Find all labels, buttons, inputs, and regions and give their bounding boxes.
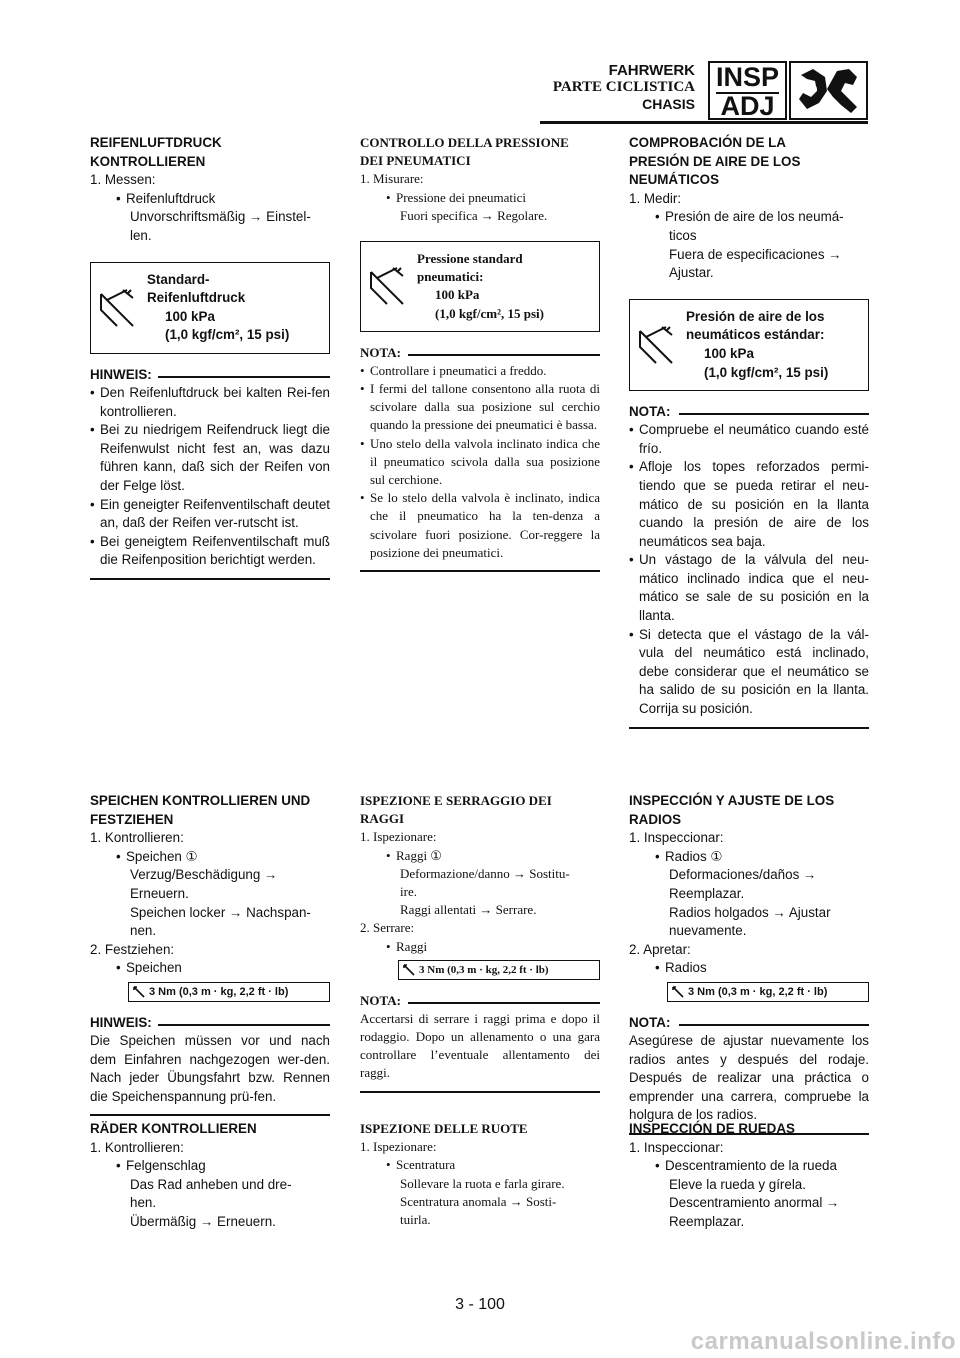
text: nuevamente. — [669, 923, 747, 939]
heading: INSPECCIÓN DE RUEDAS — [629, 1121, 795, 1136]
note-rule — [408, 1002, 600, 1004]
end-rule — [90, 1114, 330, 1116]
note-label: NOTA: — [360, 344, 401, 360]
bullet: • Radios — [629, 959, 869, 978]
bullet: • Felgenschlag — [90, 1157, 330, 1176]
text: Fuori specifica → Regolare. — [400, 207, 548, 223]
note-header — [90, 1014, 330, 1032]
step: 1. Kontrollieren: — [90, 830, 184, 846]
text: Erneuern. — [130, 885, 189, 901]
es-tire-pressure — [629, 134, 869, 729]
heading: RÄDER KONTROLLIEREN — [90, 1121, 257, 1136]
end-rule — [90, 578, 330, 580]
spec-icon — [367, 264, 407, 308]
text: hen. — [130, 1195, 157, 1211]
note-rule — [158, 1024, 330, 1026]
it-wheels — [360, 1120, 600, 1229]
heading: PRESIÓN DE AIRE DE LOS — [629, 153, 801, 169]
note-text: Accertarsi di serrare i raggi prima e dopo il rodaggio. Dopo un allenamento o una gara controllare l’eventuale allentamento dei raggi. — [360, 1010, 600, 1081]
heading: DEI PNEUMATICI — [360, 153, 471, 169]
note-bullet: • Den Reifenluftdruck bei kalten Rei-fen kontrollieren. — [90, 384, 330, 421]
torque-value: 3 Nm (0,3 m · kg, 2,2 ft · lb) — [688, 985, 828, 998]
note-bullet: • Uno stelo della valvola inclinato indica che il pneumatico scivola dalla sua posizione sul cerchione. — [360, 435, 600, 490]
note-label: HINWEIS: — [90, 366, 152, 382]
note-bullet: • I fermi del tallone consentono alla ruota di scivolare dalla sua posizione sul cerchio quando la pressione dei pneumatici è bassa. — [360, 380, 600, 435]
spec-value: 100 kPa — [165, 308, 215, 324]
note-bullet: • Se lo stelo della valvola è inclinato, indica che il pneumatico ha la ten-denza a scivolare fuori posizione. Cor-reggere la posizione dei pneumatici. — [360, 489, 600, 562]
section-header — [553, 62, 695, 113]
bullet: • Reifenluftdruck — [90, 190, 330, 209]
note-bullet: • Controllare i pneumatici a freddo. — [360, 362, 600, 380]
note-bullet: • Si detecta que el vástago de la vál-vula del neumático está inclinado, debe considerar que el neumático se ha salido de su posición en la llanta. Corrija su posición. — [629, 626, 869, 719]
note-rule — [408, 354, 600, 356]
end-rule — [360, 570, 600, 572]
text: len. — [130, 227, 152, 243]
note-header — [90, 366, 330, 384]
note-label: NOTA: — [629, 404, 671, 420]
text: Scentratura anomala → Sosti- — [400, 1193, 557, 1209]
spec-line: Pressione standard — [417, 251, 523, 267]
heading: COMPROBACIÓN DE LA — [629, 135, 786, 150]
torque-box — [398, 960, 600, 980]
note-header — [629, 403, 869, 421]
spec-box — [629, 299, 869, 391]
text: ticos — [669, 227, 697, 243]
header-it: PARTE CICLISTICA — [552, 79, 695, 95]
step: 1. Medir: — [629, 190, 682, 206]
watermark: carmanualsonline.info — [690, 1328, 956, 1355]
de-spokes — [90, 792, 330, 1116]
step: 1. Misurare: — [360, 171, 424, 187]
spec-line: Reifenluftdruck — [147, 290, 246, 306]
text: Verzug/Beschädigung → — [130, 867, 278, 883]
spec-line: Presión de aire de los — [686, 308, 825, 324]
text: ire. — [400, 884, 417, 900]
step: 2. Serrare: — [360, 920, 415, 936]
heading: CONTROLLO DELLA PRESSIONE — [360, 135, 569, 150]
text: Reemplazar. — [669, 1213, 745, 1229]
end-rule — [629, 727, 869, 729]
text: Reemplazar. — [669, 885, 745, 901]
note-rule — [679, 413, 869, 415]
heading: SPEICHEN KONTROLLIEREN UND — [90, 793, 311, 808]
header-es: CHASIS — [642, 96, 695, 112]
note-bullet: • Ein geneigter Reifenventilschaft deutet an, daß der Reifen ver-rutscht ist. — [90, 496, 330, 533]
note-bullet: • Un vástago de la válvula del neu-mático inclinado indica que el neu-mático se sale de su posición en la llanta. — [629, 551, 869, 625]
text: Deformazione/danno → Sostitu- — [400, 865, 570, 881]
spec-value: (1,0 kgf/cm², 15 psi) — [704, 364, 829, 380]
note-label: NOTA: — [360, 992, 401, 1008]
es-spokes — [629, 792, 869, 1135]
spec-icon — [636, 323, 676, 367]
bullet: • Pressione dei pneumatici — [360, 189, 600, 207]
torque-value: 3 Nm (0,3 m · kg, 2,2 ft · lb) — [149, 985, 289, 998]
end-rule — [360, 1091, 600, 1093]
torque-value: 3 Nm (0,3 m · kg, 2,2 ft · lb) — [419, 963, 549, 976]
header-rule — [540, 121, 868, 124]
insp-label: INSP — [715, 62, 780, 92]
bullet: • Descentramiento de la rueda — [629, 1157, 869, 1176]
spec-value: (1,0 kgf/cm², 15 psi) — [165, 327, 290, 343]
step: 1. Inspeccionar: — [629, 830, 724, 846]
note-label: HINWEIS: — [90, 1014, 152, 1030]
text: Fuera de especificaciones → — [669, 246, 842, 262]
note-header — [629, 1014, 869, 1032]
text: Eleve la rueda y gírela. — [669, 1176, 806, 1192]
it-spokes — [360, 792, 600, 1093]
torque-wrench-icon — [672, 986, 684, 998]
heading: REIFENLUFTDRUCK — [90, 135, 222, 150]
de-tire-pressure — [90, 134, 330, 580]
step: 2. Apretar: — [629, 941, 691, 957]
text: Sollevare la ruota e farla girare. — [400, 1175, 565, 1191]
text: tuirla. — [400, 1212, 431, 1228]
bullet: • Radios ① — [629, 848, 869, 867]
text: Ajustar. — [669, 265, 714, 281]
text: Descentramiento anormal → — [669, 1195, 840, 1211]
heading: RADIOS — [629, 811, 682, 827]
heading: INSPECCIÓN Y AJUSTE DE LOS — [629, 793, 835, 808]
bullet: • Raggi ① — [360, 847, 600, 865]
heading: ISPEZIONE E SERRAGGIO DEI — [360, 793, 552, 808]
bullet: • Speichen ① — [90, 848, 330, 867]
spec-box — [90, 262, 330, 354]
step: 1. Kontrollieren: — [90, 1139, 184, 1155]
note-text: Die Speichen müssen vor und nach dem Einfahren nachgezogen wer-den. Nach jeder Übungsfahrt bzw. Rennen die Speichenspannung prü-fen. — [90, 1032, 330, 1104]
note-header — [360, 992, 600, 1010]
text: Raggi allentati → Serrare. — [400, 902, 537, 918]
bullet: • Speichen — [90, 959, 330, 978]
note-rule — [158, 376, 330, 378]
note-bullet: • Afloje los topes reforzados permi-tiendo que se pueda retirar el neu-mático de su posición en la llanta cuando la presión de aire de los neumáticos sea baja. — [629, 458, 869, 551]
spec-line: pneumatici: — [417, 269, 484, 285]
note-text: Asegúrese de ajustar nuevamente los radios antes y después del rodaje. Después de realizar una práctica o emprender una carrera, compruebe la holgura de los radios. — [629, 1032, 869, 1123]
adj-label: ADJ — [720, 91, 775, 121]
wrench-icon — [789, 61, 868, 120]
step: 1. Messen: — [90, 172, 156, 188]
spec-line: Standard- — [147, 271, 210, 287]
note-label: NOTA: — [629, 1014, 671, 1030]
step: 1. Inspeccionar: — [629, 1139, 724, 1155]
note-bullet: • Bei geneigtem Reifenventilschaft muß die Reifenposition berichtigt werden. — [90, 533, 330, 570]
step: 1. Ispezionare: — [360, 1139, 437, 1155]
heading: FESTZIEHEN — [90, 811, 174, 827]
torque-wrench-icon — [133, 986, 145, 998]
text: Deformaciones/daños → — [669, 867, 817, 883]
spec-value: 100 kPa — [435, 287, 480, 303]
spec-box — [360, 241, 600, 332]
text: Radios holgados → Ajustar — [669, 904, 831, 920]
text: nen. — [130, 923, 157, 939]
text: Speichen locker → Nachspan- — [130, 904, 311, 920]
note-bullet: • Compruebe el neumático cuando esté frío. — [629, 421, 869, 458]
torque-box — [128, 982, 330, 1002]
text: Das Rad anheben und dre- — [130, 1176, 292, 1192]
note-bullet: • Bei zu niedrigem Reifendruck liegt die Reifenwulst nicht fest an, was dazu führen kann, daß sich der Reifen von der Felge löst. — [90, 421, 330, 495]
text: Übermäßig → Erneuern. — [130, 1213, 276, 1229]
insp-adj-badge — [708, 61, 787, 120]
de-wheels — [90, 1120, 330, 1232]
heading: NEUMÁTICOS — [629, 172, 720, 188]
header-de: FAHRWERK — [608, 62, 695, 79]
spec-line: neumáticos estándar: — [686, 327, 825, 343]
es-wheels — [629, 1120, 869, 1232]
heading: RAGGI — [360, 811, 405, 827]
step: 2. Festziehen: — [90, 941, 175, 957]
heading: KONTROLLIEREN — [90, 153, 206, 169]
bullet: • Raggi — [360, 938, 600, 956]
heading: ISPEZIONE DELLE RUOTE — [360, 1121, 528, 1136]
step: 1. Ispezionare: — [360, 829, 437, 845]
torque-box — [667, 982, 869, 1002]
bullet: • Presión de aire de los neumá- — [629, 208, 869, 227]
spec-value: 100 kPa — [704, 345, 754, 361]
spec-icon — [97, 286, 137, 330]
bullet: • Scentratura — [360, 1156, 600, 1174]
spec-value: (1,0 kgf/cm², 15 psi) — [435, 305, 544, 321]
it-tire-pressure — [360, 134, 600, 572]
note-header — [360, 344, 600, 362]
text: Unvorschriftsmäßig → Einstel- — [130, 209, 311, 225]
page-number: 3 - 100 — [455, 1296, 505, 1313]
torque-wrench-icon — [403, 964, 415, 976]
note-rule — [679, 1024, 869, 1026]
badge-divider — [716, 92, 779, 94]
